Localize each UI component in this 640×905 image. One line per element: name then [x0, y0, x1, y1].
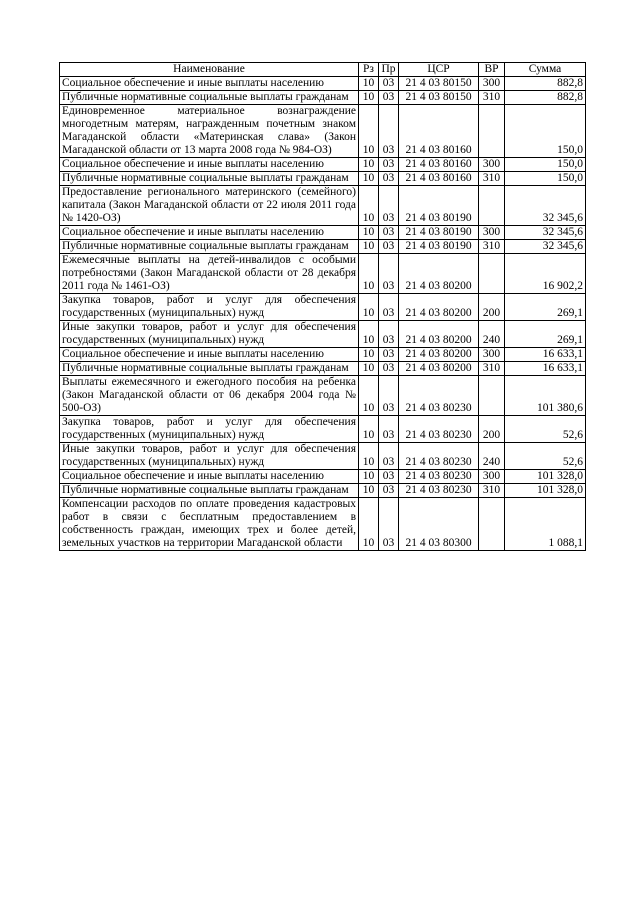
row-name-cell: Закупка товаров, работ и услуг для обеспечения государственных (муниципальных) нужд — [60, 294, 359, 321]
row-name-cell: Иные закупки товаров, работ и услуг для обеспечения государственных (муниципальных) нужд — [60, 443, 359, 470]
row-vr-cell: 240 — [479, 321, 505, 348]
table-row — [60, 376, 586, 416]
row-pr-cell: 03 — [379, 443, 399, 470]
table-row — [60, 416, 586, 443]
row-sum-cell: 150,0 — [505, 105, 586, 158]
row-csr-cell: 21 4 03 80230 — [399, 443, 479, 470]
row-sum-cell: 101 380,6 — [505, 376, 586, 416]
row-sum-cell: 32 345,6 — [505, 226, 586, 240]
row-pr-cell: 03 — [379, 362, 399, 376]
row-csr-cell: 21 4 03 80230 — [399, 376, 479, 416]
row-pr-cell: 03 — [379, 416, 399, 443]
row-pr-cell: 03 — [379, 172, 399, 186]
row-csr-cell: 21 4 03 80150 — [399, 77, 479, 91]
table-body — [60, 77, 586, 551]
row-csr-cell: 21 4 03 80160 — [399, 158, 479, 172]
row-sum-cell: 150,0 — [505, 158, 586, 172]
row-rz-cell: 10 — [359, 484, 379, 498]
header-pr: Пр — [379, 63, 399, 77]
row-vr-cell: 240 — [479, 443, 505, 470]
row-name-cell: Социальное обеспечение и иные выплаты населению — [60, 348, 359, 362]
row-rz-cell: 10 — [359, 226, 379, 240]
row-rz-cell: 10 — [359, 294, 379, 321]
row-csr-cell: 21 4 03 80200 — [399, 348, 479, 362]
row-csr-cell: 21 4 03 80190 — [399, 226, 479, 240]
row-sum-cell: 101 328,0 — [505, 484, 586, 498]
row-csr-cell: 21 4 03 80230 — [399, 416, 479, 443]
row-pr-cell: 03 — [379, 254, 399, 294]
row-vr-cell: 310 — [479, 240, 505, 254]
budget-table — [59, 62, 586, 551]
row-pr-cell: 03 — [379, 484, 399, 498]
table-row — [60, 105, 586, 158]
table-row — [60, 362, 586, 376]
row-name-cell: Единовременное материальное вознаграждение многодетным матерям, награжденным почетным знаком Магаданской области «Материнская слава» (Закон Магаданской области от 13 марта 2008 года № 984-ОЗ) — [60, 105, 359, 158]
row-vr-cell: 310 — [479, 362, 505, 376]
row-rz-cell: 10 — [359, 416, 379, 443]
row-pr-cell: 03 — [379, 294, 399, 321]
row-name-cell: Предоставление регионального материнского (семейного) капитала (Закон Магаданской области от 22 июля 2011 года № 1420-ОЗ) — [60, 186, 359, 226]
row-vr-cell — [479, 105, 505, 158]
row-pr-cell: 03 — [379, 91, 399, 105]
table-row — [60, 186, 586, 226]
row-sum-cell: 16 633,1 — [505, 348, 586, 362]
row-rz-cell: 10 — [359, 348, 379, 362]
row-name-cell: Выплаты ежемесячного и ежегодного пособия на ребенка (Закон Магаданской области от 06 декабря 2004 года № 500-ОЗ) — [60, 376, 359, 416]
row-name-cell: Публичные нормативные социальные выплаты гражданам — [60, 172, 359, 186]
table-row — [60, 484, 586, 498]
row-name-cell: Закупка товаров, работ и услуг для обеспечения государственных (муниципальных) нужд — [60, 416, 359, 443]
row-name-cell: Социальное обеспечение и иные выплаты населению — [60, 470, 359, 484]
row-rz-cell: 10 — [359, 105, 379, 158]
row-rz-cell: 10 — [359, 240, 379, 254]
row-name-cell: Публичные нормативные социальные выплаты гражданам — [60, 91, 359, 105]
row-name-cell: Социальное обеспечение и иные выплаты населению — [60, 158, 359, 172]
row-vr-cell: 300 — [479, 348, 505, 362]
row-rz-cell: 10 — [359, 443, 379, 470]
row-sum-cell: 101 328,0 — [505, 470, 586, 484]
row-rz-cell: 10 — [359, 254, 379, 294]
row-vr-cell: 310 — [479, 484, 505, 498]
table-row — [60, 348, 586, 362]
table-row — [60, 470, 586, 484]
row-rz-cell: 10 — [359, 498, 379, 551]
row-rz-cell: 10 — [359, 362, 379, 376]
header-csr: ЦСР — [399, 63, 479, 77]
row-pr-cell: 03 — [379, 240, 399, 254]
row-csr-cell: 21 4 03 80200 — [399, 362, 479, 376]
row-vr-cell: 310 — [479, 172, 505, 186]
row-csr-cell: 21 4 03 80200 — [399, 294, 479, 321]
row-csr-cell: 21 4 03 80230 — [399, 484, 479, 498]
row-name-cell: Иные закупки товаров, работ и услуг для обеспечения государственных (муниципальных) нужд — [60, 321, 359, 348]
row-name-cell: Социальное обеспечение и иные выплаты населению — [60, 77, 359, 91]
row-vr-cell — [479, 376, 505, 416]
row-rz-cell: 10 — [359, 77, 379, 91]
row-csr-cell: 21 4 03 80160 — [399, 172, 479, 186]
row-rz-cell: 10 — [359, 91, 379, 105]
row-name-cell: Ежемесячные выплаты на детей-инвалидов с особыми потребностями (Закон Магаданской области от 28 декабря 2011 года № 1461-ОЗ) — [60, 254, 359, 294]
row-name-cell: Компенсации расходов по оплате проведения кадастровых работ в связи с бесплатным предоставлением в собственность граждан, имеющих трех и более детей, земельных участков на территории Магаданской области — [60, 498, 359, 551]
table-row — [60, 158, 586, 172]
row-rz-cell: 10 — [359, 158, 379, 172]
row-vr-cell: 200 — [479, 294, 505, 321]
table-row — [60, 498, 586, 551]
table-row — [60, 294, 586, 321]
row-vr-cell — [479, 186, 505, 226]
row-sum-cell: 269,1 — [505, 294, 586, 321]
row-vr-cell — [479, 498, 505, 551]
table-row — [60, 172, 586, 186]
row-sum-cell: 1 088,1 — [505, 498, 586, 551]
header-rz: Рз — [359, 63, 379, 77]
row-vr-cell: 300 — [479, 158, 505, 172]
header-vr: ВР — [479, 63, 505, 77]
row-pr-cell: 03 — [379, 376, 399, 416]
row-pr-cell: 03 — [379, 321, 399, 348]
row-vr-cell: 300 — [479, 470, 505, 484]
header-sum: Сумма — [505, 63, 586, 77]
row-pr-cell: 03 — [379, 158, 399, 172]
row-csr-cell: 21 4 03 80300 — [399, 498, 479, 551]
row-sum-cell: 150,0 — [505, 172, 586, 186]
row-csr-cell: 21 4 03 80150 — [399, 91, 479, 105]
row-csr-cell: 21 4 03 80190 — [399, 240, 479, 254]
header-name: Наименование — [60, 63, 359, 77]
row-sum-cell: 16 633,1 — [505, 362, 586, 376]
row-rz-cell: 10 — [359, 376, 379, 416]
row-pr-cell: 03 — [379, 348, 399, 362]
table-row — [60, 91, 586, 105]
row-rz-cell: 10 — [359, 470, 379, 484]
table-row — [60, 226, 586, 240]
row-pr-cell: 03 — [379, 498, 399, 551]
table-row — [60, 254, 586, 294]
row-pr-cell: 03 — [379, 186, 399, 226]
row-vr-cell: 300 — [479, 77, 505, 91]
row-name-cell: Публичные нормативные социальные выплаты гражданам — [60, 240, 359, 254]
row-vr-cell — [479, 254, 505, 294]
table-header-row — [60, 63, 586, 77]
row-sum-cell: 52,6 — [505, 443, 586, 470]
row-vr-cell: 200 — [479, 416, 505, 443]
row-csr-cell: 21 4 03 80200 — [399, 321, 479, 348]
row-vr-cell: 310 — [479, 91, 505, 105]
row-name-cell: Публичные нормативные социальные выплаты гражданам — [60, 484, 359, 498]
row-pr-cell: 03 — [379, 226, 399, 240]
row-csr-cell: 21 4 03 80190 — [399, 186, 479, 226]
row-pr-cell: 03 — [379, 77, 399, 91]
row-pr-cell: 03 — [379, 470, 399, 484]
row-sum-cell: 269,1 — [505, 321, 586, 348]
table-row — [60, 443, 586, 470]
row-sum-cell: 882,8 — [505, 77, 586, 91]
row-pr-cell: 03 — [379, 105, 399, 158]
row-name-cell: Публичные нормативные социальные выплаты гражданам — [60, 362, 359, 376]
row-vr-cell: 300 — [479, 226, 505, 240]
row-csr-cell: 21 4 03 80160 — [399, 105, 479, 158]
row-sum-cell: 16 902,2 — [505, 254, 586, 294]
row-csr-cell: 21 4 03 80200 — [399, 254, 479, 294]
row-name-cell: Социальное обеспечение и иные выплаты населению — [60, 226, 359, 240]
row-sum-cell: 32 345,6 — [505, 240, 586, 254]
row-sum-cell: 52,6 — [505, 416, 586, 443]
row-rz-cell: 10 — [359, 172, 379, 186]
row-sum-cell: 32 345,6 — [505, 186, 586, 226]
table-row — [60, 240, 586, 254]
table-row — [60, 321, 586, 348]
row-csr-cell: 21 4 03 80230 — [399, 470, 479, 484]
row-rz-cell: 10 — [359, 186, 379, 226]
row-rz-cell: 10 — [359, 321, 379, 348]
row-sum-cell: 882,8 — [505, 91, 586, 105]
table-row — [60, 77, 586, 91]
